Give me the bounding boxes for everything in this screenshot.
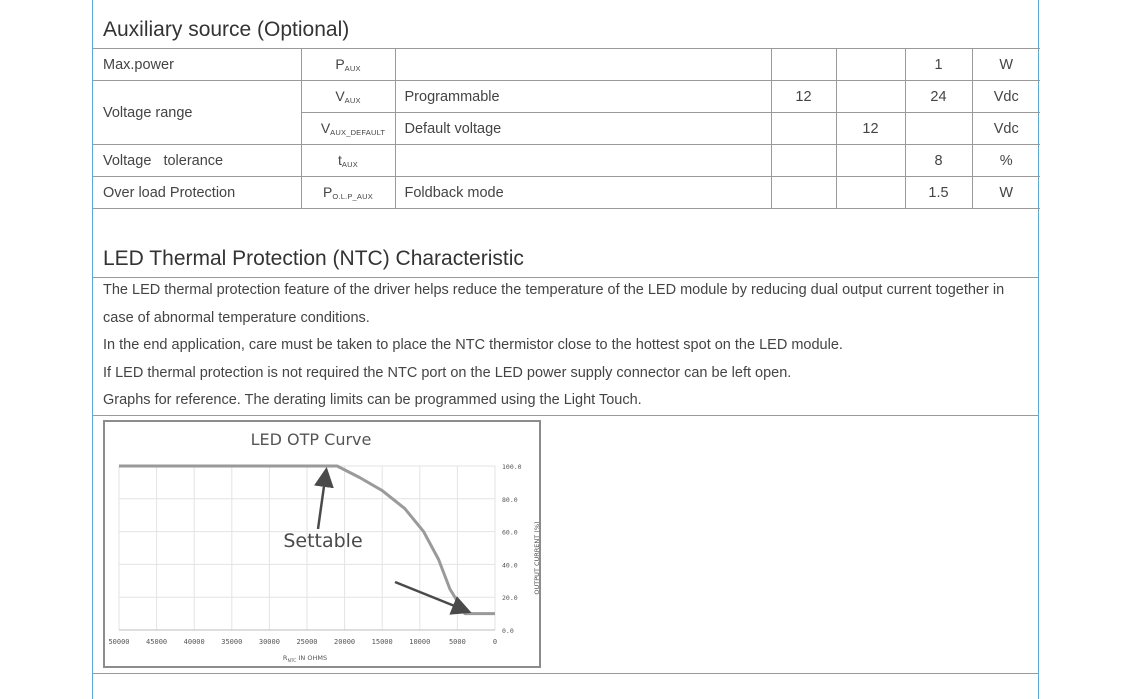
condition-cell: Default voltage <box>395 113 771 145</box>
symbol-cell: $P_{AUX}$ <box>301 49 395 81</box>
max-cell <box>905 113 972 145</box>
max-cell: 1 <box>905 49 972 81</box>
condition-cell <box>395 145 771 177</box>
x-tick-label: 30000 <box>258 638 280 646</box>
led-otp-chart <box>103 420 541 668</box>
y-tick-label: 60.0 <box>502 528 518 537</box>
y-tick-label: 80.0 <box>502 495 518 504</box>
settable-arrow-up <box>318 472 326 529</box>
x-axis-label <box>283 654 327 664</box>
max-cell: 24 <box>905 81 972 113</box>
y-axis-label: OUTPUT CURRENT (%) <box>533 521 541 595</box>
typ-cell <box>836 177 905 209</box>
paragraph-line: case of abnormal temperature conditions. <box>103 309 370 326</box>
min-cell <box>771 113 836 145</box>
aux-spec-table <box>93 48 1040 209</box>
chart-canvas <box>105 422 539 666</box>
min-cell: 12 <box>771 81 836 113</box>
unit-cell: Vdc <box>972 81 1040 113</box>
aux-section-title: Auxiliary source (Optional) <box>103 18 350 41</box>
typ-cell <box>836 81 905 113</box>
symbol-cell: $P_{O.L.P\_AUX}$ <box>301 177 395 209</box>
x-tick-label: 25000 <box>296 638 318 646</box>
paragraph-line: If LED thermal protection is not required the NTC port on the LED power supply connector can be left open. <box>103 364 792 381</box>
min-cell <box>771 177 836 209</box>
table-row <box>93 81 1040 113</box>
unit-cell: W <box>972 49 1040 81</box>
param-cell: Voltage tolerance <box>93 145 301 177</box>
max-cell: 1.5 <box>905 177 972 209</box>
paragraph-line: Graphs for reference. The derating limits can be programmed using the Light Touch. <box>103 392 642 408</box>
x-axis-label-rest: IN OHMS <box>296 654 328 662</box>
ntc-description <box>103 277 1033 415</box>
symbol-cell: $V_{AUX\_DEFAULT}$ <box>301 113 395 145</box>
typ-cell: 12 <box>836 113 905 145</box>
x-tick-label: 40000 <box>183 638 205 646</box>
x-tick-label: 10000 <box>409 638 431 646</box>
x-tick-label: 35000 <box>221 638 243 646</box>
y-tick-label: 40.0 <box>502 561 518 570</box>
param-cell: Max.power <box>93 49 301 81</box>
condition-cell: Foldback mode <box>395 177 771 209</box>
param-cell: Voltage range <box>93 81 301 145</box>
ntc-section-title: LED Thermal Protection (NTC) Characteristic <box>103 247 524 270</box>
x-axis-label-main: R <box>282 654 288 662</box>
y-tick-label: 0.0 <box>502 627 514 635</box>
table-row <box>93 49 1040 81</box>
x-tick-label: 20000 <box>334 638 356 646</box>
x-tick-label: 5000 <box>448 638 466 646</box>
unit-cell: W <box>972 177 1040 209</box>
x-tick-label: 45000 <box>146 638 168 646</box>
condition-cell <box>395 49 771 81</box>
chart-title: LED OTP Curve <box>250 430 372 449</box>
condition-cell: Programmable <box>395 81 771 113</box>
divider <box>93 673 1039 674</box>
divider <box>93 415 1039 416</box>
symbol-cell: $V_{AUX}$ <box>301 81 395 113</box>
min-cell <box>771 49 836 81</box>
table-row <box>93 145 1040 177</box>
paragraph-line: The LED thermal protection feature of the driver helps reduce the temperature of the LED module by reducing dual output current together in <box>103 282 1005 298</box>
document-frame <box>92 0 1039 699</box>
typ-cell <box>836 145 905 177</box>
param-cell: Over load Protection <box>93 177 301 209</box>
max-cell: 8 <box>905 145 972 177</box>
unit-cell: Vdc <box>972 113 1040 145</box>
settable-annotation: Settable <box>283 530 363 552</box>
x-tick-label: 50000 <box>108 638 130 646</box>
y-tick-label: 20.0 <box>502 594 518 603</box>
unit-cell: % <box>972 145 1040 177</box>
paragraph-line: In the end application, care must be taken to place the NTC thermistor close to the hottest spot on the LED module. <box>103 337 843 353</box>
min-cell <box>771 145 836 177</box>
y-tick-label: 100.0 <box>502 463 522 471</box>
table-row <box>93 177 1040 209</box>
typ-cell <box>836 49 905 81</box>
x-tick-label: 15000 <box>371 638 393 646</box>
x-axis-label-sub: NTC <box>287 659 297 664</box>
x-tick-label: 0 <box>492 638 498 646</box>
symbol-cell: $t_{AUX}$ <box>301 145 395 177</box>
